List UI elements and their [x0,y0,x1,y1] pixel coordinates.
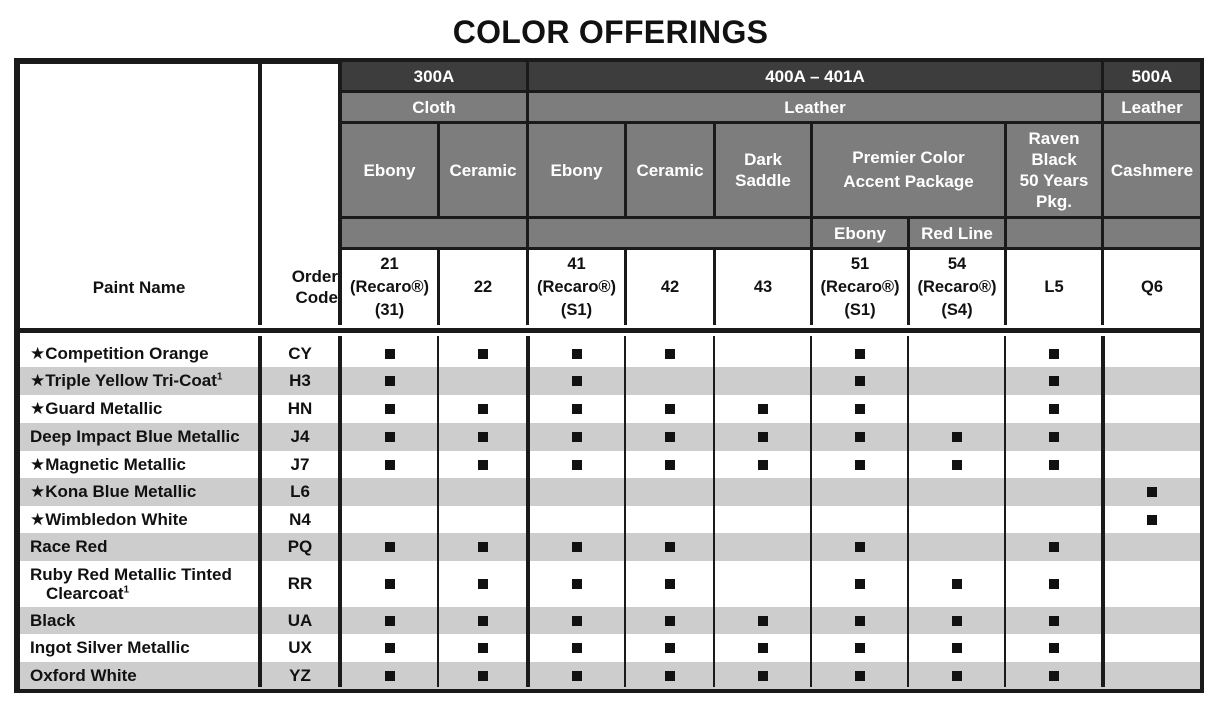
page-title: COLOR OFFERINGS [452,14,769,50]
availability-mark [572,349,582,359]
availability-mark [665,616,675,626]
availability-mark [572,616,582,626]
order-code-cell [262,634,338,662]
order-code: YZ [289,665,311,685]
interior-ceramic-400a: Ceramic [627,124,713,216]
availability-mark [385,671,395,681]
column-divider [258,336,262,687]
order-code: J7 [290,454,310,474]
option-code-7 [1007,250,1101,325]
paint-name-cell [20,451,258,478]
paint-name-cell [20,395,258,423]
availability-mark [478,349,488,359]
availability-mark [855,349,865,359]
order-code-cell [262,533,338,561]
paint-name-wrap [30,611,75,631]
group-300a: 300A [342,62,526,90]
order-code: HN [287,399,313,418]
option-code-line: 43 [753,278,773,296]
paint-name-wrap [30,427,240,447]
availability-mark [385,542,395,552]
availability-mark [1049,404,1059,414]
option-code-line: L5 [1044,278,1064,296]
availability-mark [385,376,395,386]
option-code-line: 22 [473,278,493,296]
availability-mark [385,616,395,626]
order-code-cell [262,607,338,634]
availability-mark [758,643,768,653]
availability-mark [572,404,582,414]
paint-name-wrap [30,510,188,530]
paint-name-cell [20,533,258,561]
availability-mark [952,432,962,442]
availability-mark [1049,643,1059,653]
availability-mark [572,579,582,589]
availability-mark [478,460,488,470]
column-divider [624,336,626,687]
order-code-cell [262,340,338,367]
availability-mark [385,432,395,442]
material-cloth: Cloth [342,93,526,121]
paint-name-wrap [30,344,209,364]
paint-name-cell [20,423,258,451]
option-code-line: 41 [567,255,586,273]
paint-name: ★Guard Metallic [30,399,163,418]
paint-name-wrap [30,482,196,502]
option-code-line: (S1) [560,301,593,319]
column-divider [437,336,439,687]
order-code: UA [287,610,313,630]
availability-mark [758,671,768,681]
availability-mark [952,460,962,470]
group-500a: 500A [1104,62,1200,90]
availability-mark [478,643,488,653]
availability-mark [855,404,865,414]
availability-mark [952,616,962,626]
availability-mark [572,460,582,470]
availability-mark [1049,349,1059,359]
paint-name-cell [20,340,258,367]
option-code-line: (Recaro®) [536,278,617,296]
order-code-cell [262,662,338,689]
availability-mark [478,404,488,414]
option-code-5 [813,250,907,325]
paint-name: ★Competition Orange [30,343,209,363]
availability-mark [572,376,582,386]
column-divider [810,336,812,687]
availability-mark [572,432,582,442]
availability-mark [385,460,395,470]
order-code: L6 [290,482,310,501]
option-code-line: (Recaro®) [349,278,430,296]
order-code-cell [262,478,338,506]
order-code: J4 [290,427,310,446]
availability-mark [1049,542,1059,552]
order-code-cell [262,367,338,395]
availability-mark [385,404,395,414]
table-body [20,336,1200,687]
option-code-line: (Recaro®) [820,278,900,296]
option-code-line: (S4) [941,301,973,319]
sub-red-line: Red Line [910,219,1004,247]
paint-name-cell [20,478,258,506]
order-code-cell [262,451,338,478]
availability-mark [665,579,675,589]
order-code: UX [288,638,312,657]
availability-mark [855,432,865,442]
footnote-marker: 1 [216,371,223,383]
order-code-cell [262,561,338,607]
sub-row-400a [529,219,810,247]
availability-mark [1049,432,1059,442]
availability-mark [758,616,768,626]
paint-name-cell [20,561,258,607]
availability-mark [1049,460,1059,470]
availability-mark [478,579,488,589]
availability-mark [478,432,488,442]
paint-name-wrap [30,537,107,557]
order-code: H3 [289,371,311,390]
option-code-4 [716,250,810,325]
availability-mark [665,432,675,442]
column-divider [1004,336,1006,687]
availability-mark [665,671,675,681]
availability-mark [665,542,675,552]
availability-mark [665,643,675,653]
option-code-line: 42 [660,278,680,296]
option-code-line: (Recaro®) [917,278,997,296]
option-code-line: (31) [374,301,405,319]
interior-ebony-300a: Ebony [342,124,437,216]
column-divider [713,336,715,687]
paint-name: Race Red [30,537,108,556]
order-code: CY [288,343,312,363]
order-code: N4 [289,509,311,529]
paint-name-cell [20,367,258,395]
availability-mark [385,579,395,589]
availability-mark [1049,579,1059,589]
order-code-cell [262,395,338,423]
paint-name-cell [20,506,258,533]
availability-mark [758,404,768,414]
availability-mark [385,349,395,359]
option-code-line: 21 [380,255,399,273]
availability-mark [855,376,865,386]
sub-row-raven [1007,219,1101,247]
order-code: PQ [287,537,313,556]
paint-name-line-2 [30,584,129,603]
order-code: RR [287,574,313,593]
option-code-3 [627,250,713,325]
availability-mark [855,643,865,653]
availability-mark [855,671,865,681]
option-code-8 [1104,250,1200,325]
paint-name-wrap [30,399,162,419]
footnote-marker: 1 [123,584,130,596]
availability-mark [952,579,962,589]
option-code-line: (S1) [844,301,876,319]
header-separator-line [20,328,1200,333]
availability-mark [758,432,768,442]
availability-mark [758,460,768,470]
paint-name-wrap [30,371,222,391]
interior-ceramic-300a: Ceramic [440,124,526,216]
availability-mark [665,404,675,414]
availability-mark [572,643,582,653]
order-code-cell [262,506,338,533]
column-divider [907,336,909,687]
availability-mark [665,349,675,359]
sub-ebony: Ebony [813,219,907,247]
order-code-cell [262,423,338,451]
option-code-1 [440,250,526,325]
column-divider [338,336,342,687]
availability-mark [1147,515,1157,525]
option-code-line: 54 [947,255,967,273]
sub-row-300a [342,219,526,247]
availability-mark [855,579,865,589]
availability-mark [665,460,675,470]
interior-cashmere: Cashmere [1104,124,1200,216]
order-code-header: Order Code [262,64,338,325]
material-leather-500a: Leather [1104,93,1200,121]
availability-mark [1049,616,1059,626]
availability-mark [385,643,395,653]
option-code-line: Q6 [1140,278,1163,296]
paint-name: Ingot Silver Metallic [30,638,190,657]
availability-mark [855,542,865,552]
availability-mark [952,643,962,653]
interior-ebony-400a: Ebony [529,124,624,216]
paint-name-wrap [30,455,186,475]
availability-mark [478,616,488,626]
paint-name-cell [20,662,258,689]
paint-name: ★Wimbledon White [30,509,188,529]
column-divider [526,336,530,687]
group-400a-401a: 400A – 401A [529,62,1101,90]
availability-mark [572,671,582,681]
paint-name-header: Paint Name [20,64,258,325]
option-code-line: 51 [850,255,870,273]
option-code-2 [529,250,624,325]
sub-row-500a [1104,219,1200,247]
paint-name: Ruby Red Metallic Tinted [30,565,232,584]
paint-name-wrap [30,666,137,686]
availability-mark [572,542,582,552]
paint-name-cell [20,634,258,662]
paint-name-wrap [30,638,190,658]
material-leather: Leather [529,93,1101,121]
color-offerings-table [14,58,1204,693]
column-divider [1101,336,1105,687]
availability-mark [855,460,865,470]
paint-name: Oxford White [30,665,137,685]
paint-name-continued: Clearcoat [46,584,124,603]
interior-raven-black: Raven Black 50 Years Pkg. [1007,124,1101,216]
paint-name: ★Triple Yellow Tri-Coat [30,371,217,390]
availability-mark [1049,376,1059,386]
availability-mark [855,616,865,626]
interior-dark-saddle: Dark Saddle [716,124,810,216]
option-code-6 [910,250,1004,325]
paint-name: ★Magnetic Metallic [30,454,186,474]
option-code-0 [342,250,437,325]
availability-mark [1147,487,1157,497]
paint-name: ★Kona Blue Metallic [30,482,197,501]
availability-mark [478,542,488,552]
paint-name-cell [20,607,258,634]
availability-mark [478,671,488,681]
paint-name: Black [30,610,76,630]
availability-mark [1049,671,1059,681]
availability-mark [952,671,962,681]
interior-premier-color: Premier Color Accent Package [813,124,1004,216]
paint-name: Deep Impact Blue Metallic [30,427,240,446]
